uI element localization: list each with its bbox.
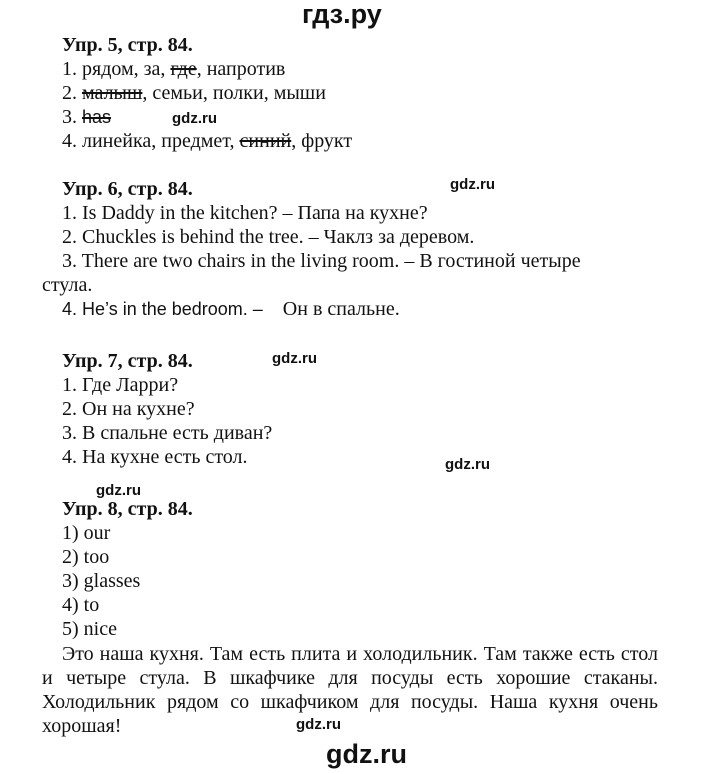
ex6-line-4: 4. He’s in the bedroom. – Он в спальне. [62, 298, 400, 320]
footer-watermark: gdz.ru [326, 739, 407, 769]
ex5-line-4: 4. линейка, предмет, синий, фрукт [62, 130, 353, 152]
ex6-line-3: 3. There are two chairs in the living room. – В гостиной четыре [62, 250, 581, 272]
ex8-line-2: 2) too [62, 546, 110, 568]
ex7-title: Упр. 7, стр. 84. [62, 350, 193, 372]
header-watermark: гдз.ру [302, 0, 382, 29]
ex8-line-5: 5) nice [62, 618, 117, 640]
ex8-title: Упр. 8, стр. 84. [62, 498, 193, 520]
ex6-line-1: 1. Is Daddy in the kitchen? – Папа на кухне? [62, 202, 428, 224]
ex6-line-2: 2. Chuckles is behind the tree. – Чаклз за деревом. [62, 226, 475, 248]
ex6-title: Упр. 6, стр. 84. [62, 178, 193, 200]
watermark: gdz.ru [96, 482, 141, 499]
ex7-line-4: 4. На кухне есть стол. [62, 446, 248, 468]
ex7-line-2: 2. Он на кухне? [62, 398, 195, 420]
ex8-line-4: 4) to [62, 594, 100, 616]
ex8-line-3: 3) glasses [62, 570, 141, 592]
ex5-line-3: 3. has [62, 106, 112, 128]
ex8-paragraph: Это наша кухня. Там есть плита и холодильник. Там также есть стол и четыре стула. В шкафчике для посуды есть хорошие стаканы. Холодильник рядом со шкафчиком для посуды. Наша кухня очень хорошая! [42, 643, 658, 737]
watermark: gdz.ru [272, 350, 317, 367]
ex7-line-3: 3. В спальне есть диван? [62, 422, 273, 444]
ex5-line-2: 2. малыш, семьи, полки, мыши [62, 82, 326, 104]
watermark: gdz.ru [296, 716, 341, 733]
watermark: gdz.ru [450, 176, 495, 193]
ex5-title: Упр. 5, стр. 84. [62, 34, 193, 56]
ex8-line-1: 1) our [62, 522, 111, 544]
ex7-line-1: 1. Где Ларри? [62, 374, 179, 396]
watermark: gdz.ru [172, 110, 217, 127]
ex5-line-1: 1. рядом, за, где, напротив [62, 58, 286, 80]
ex6-line-3-cont: стула. [42, 274, 93, 296]
watermark: gdz.ru [445, 456, 490, 473]
